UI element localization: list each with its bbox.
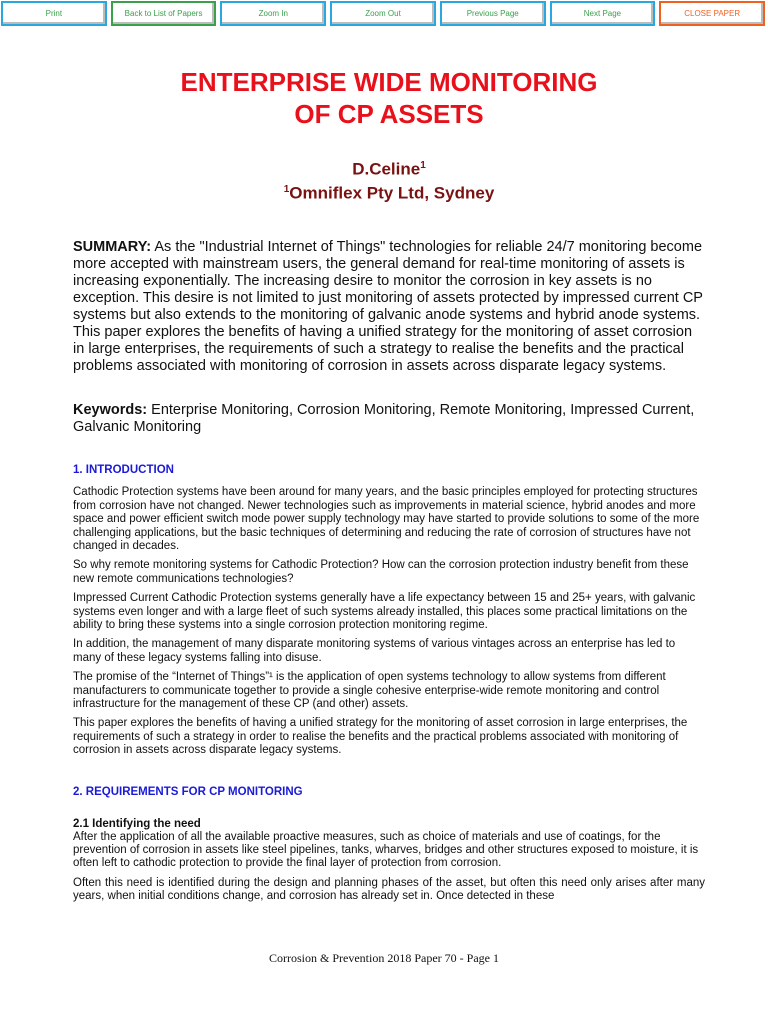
toolbar <box>0 0 768 29</box>
paragraph: In addition, the management of many disparate monitoring systems of various vintages across an enterprise has led to many of these legacy systems falling into disuse. <box>73 638 676 664</box>
paragraph: Cathodic Protection systems have been around for many years, and the basic principles employed for protecting structures from corrosion have not changed. Newer technologies such as improvements in material science, hybrid anodes and more space and power efficient switch mode power supply technology may have started to provide solutions to some of the more challenging applications, but the basic techniques of determining and reducing the rate of corrosion of structures have not changed in decades. <box>73 486 700 552</box>
author-block <box>73 156 705 203</box>
keywords-text: Enterprise Monitoring, Corrosion Monitoring, Remote Monitoring, Impressed Current, Galvanic Monitoring <box>73 402 695 436</box>
back-to-list-button[interactable]: Back to List of Papers <box>111 1 217 26</box>
keywords-label: Keywords: <box>73 402 148 419</box>
print-button[interactable]: Print <box>1 1 107 26</box>
affiliation-sup: 1 <box>283 183 290 195</box>
summary-text: As the "Industrial Internet of Things" technologies for reliable 24/7 monitoring become more accepted with mainstream users, the general demand for real-time monitoring of assets is increasing exponentially. The increasing desire to monitor the corrosion in key assets is no exception. This desire is not limited to just monitoring of assets protected by impressed current CP systems but also extends to the monitoring of galvanic anode systems and hybrid anode systems. This paper explores the benefits of having a unified strategy for the monitoring of asset corrosion in large enterprises, the requirements of such a strategy to realise the benefits and the practical problems associated with monitoring of corrosion in assets across disparate legacy systems. <box>73 239 703 375</box>
keywords <box>73 402 705 436</box>
next-page-button[interactable]: Next Page <box>550 1 656 26</box>
section-heading-introduction: 1. INTRODUCTION <box>73 464 174 477</box>
paragraph: This paper explores the benefits of having a unified strategy for the monitoring of asset corrosion in large enterprises, the requirements of such a strategy in order to realise the benefits and the practical problems associated with monitoring of corrosion in assets across disparate legacy systems. <box>73 717 688 757</box>
page-footer: Corrosion & Prevention 2018 Paper 70 - Page 1 <box>269 951 499 965</box>
section-heading-requirements: 2. REQUIREMENTS FOR CP MONITORING <box>73 785 303 798</box>
paragraph: Often this need is identified during the design and planning phases of the asset, but often this need only arises after many years, when initial conditions change, and corrosion has already set in. Once detected in these <box>73 876 705 903</box>
affiliation: Omniflex Pty Ltd, Sydney <box>289 183 495 203</box>
paragraph: The promise of the “Internet of Things”¹ is the application of open systems technology to allow systems from different manufacturers to communicate together to provide a single cohesive enterprise-wide remote monitoring and control infrastructure for the management of these CP (and other) assets. <box>73 671 666 710</box>
author-sup: 1 <box>420 160 426 171</box>
close-paper-button[interactable]: CLOSE PAPER <box>659 1 765 26</box>
summary <box>73 239 705 375</box>
previous-page-button[interactable]: Previous Page <box>440 1 546 26</box>
paragraph: Impressed Current Cathodic Protection systems generally have a life expectancy between 15 and 25+ years, with galvanic systems even longer and with a large fleet of such systems already installed, this places some practical limitations on the ability to bring these systems into a single corrosion protection monitoring regime. <box>73 592 696 631</box>
paragraph: After the application of all the available proactive measures, such as choice of materials and use of coatings, for the prevention of corrosion in assets like steel pipelines, tanks, wharves, bridges and other structures exposed to moisture, it is often left to cathodic protection to provide the final layer of protection from corrosion. <box>73 830 699 870</box>
title-line-2: OF CP ASSETS <box>294 99 484 129</box>
title-line-1: ENTERPRISE WIDE MONITORING <box>180 67 598 97</box>
summary-label: SUMMARY: <box>73 239 152 256</box>
paragraph: So why remote monitoring systems for Cathodic Protection? How can the corrosion protection industry benefit from these new remote communications technologies? <box>73 559 689 585</box>
subsection-heading: 2.1 Identifying the need <box>73 817 201 830</box>
paper-title <box>73 66 705 130</box>
paper-page <box>73 66 705 910</box>
zoom-in-button[interactable]: Zoom In <box>220 1 326 26</box>
zoom-out-button[interactable]: Zoom Out <box>330 1 436 26</box>
author-name: D.Celine <box>352 159 421 179</box>
